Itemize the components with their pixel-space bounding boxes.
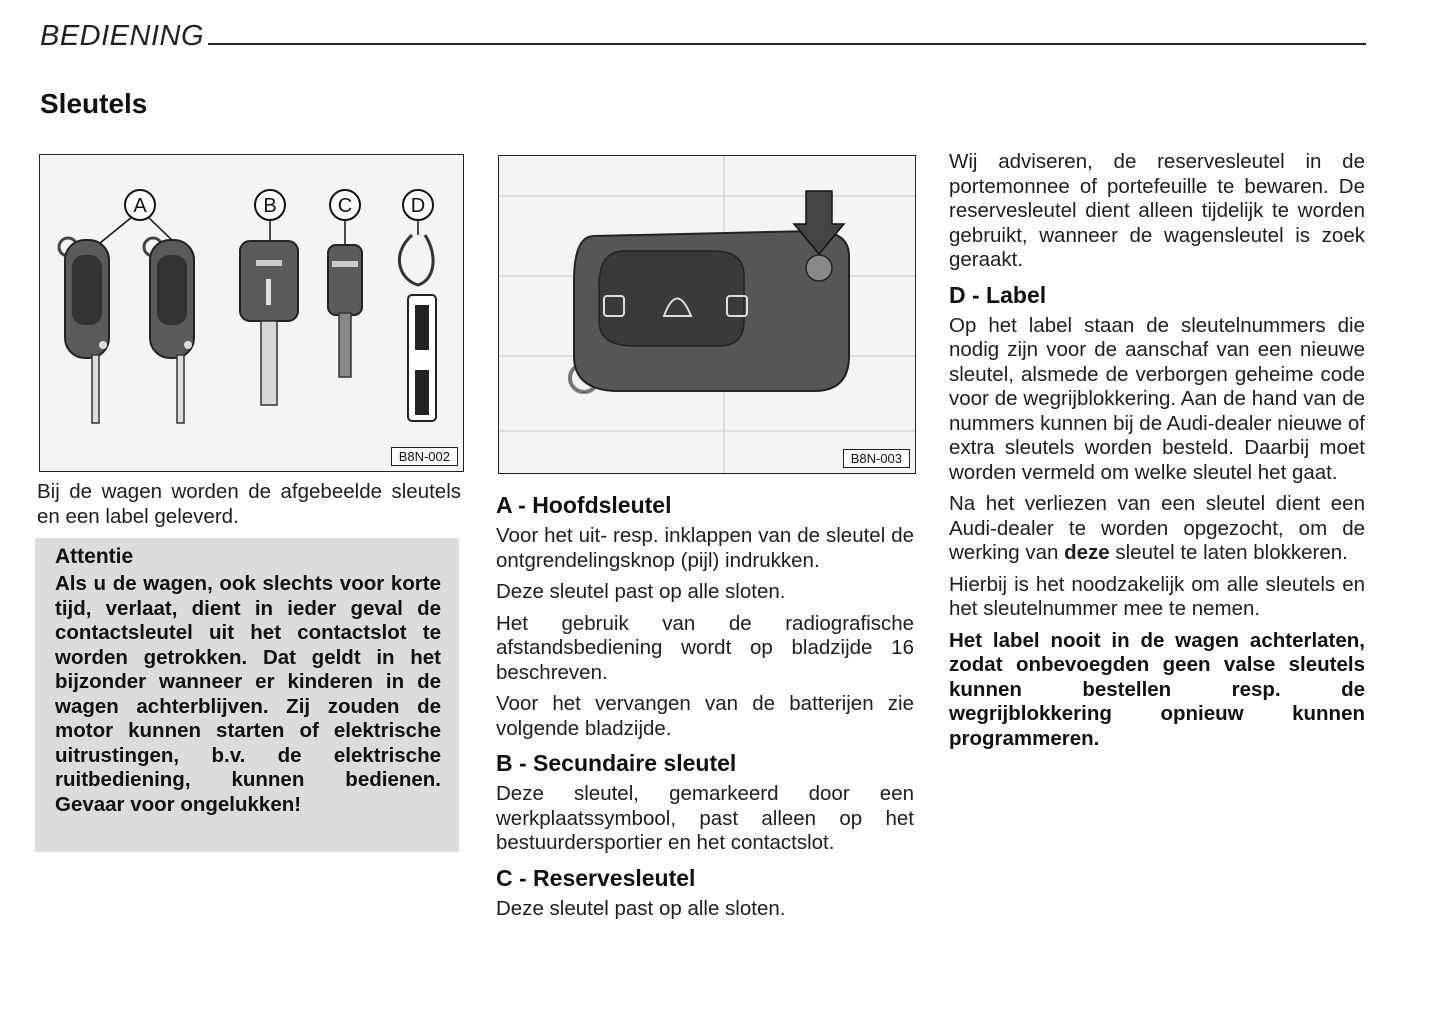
heading-hoofdsleutel: A - Hoofdsleutel: [496, 492, 672, 518]
keys-illustration: [40, 155, 463, 471]
heading-secundaire-sleutel: B - Secundaire sleutel: [496, 750, 737, 776]
paragraph: Hierbij is het noodzakelijk om alle sleutels en het sleutelnummer mee te nemen.: [949, 572, 1365, 620]
heading-reservesleutel: C - Reservesleutel: [496, 864, 696, 891]
left-column: [37, 480, 461, 529]
label-warning: Het label nooit in de wagen achterlaten, zodat onbevoegden geen valse sleutels kunnen bestellen resp. de wegrijblokkering opnieuw kunnen programmeren.: [949, 628, 1365, 750]
callout-b: B: [263, 195, 277, 217]
paragraph: Deze sleutel, gemarkeerd door een werkplaatssymbool, past alleen op het bestuurdersportier en het contactslot.: [496, 782, 914, 854]
text-span: Na het verliezen van een sleutel dient een Audi-dealer te worden opgezocht, om de werking van: [949, 492, 1365, 564]
attention-box: [35, 538, 459, 852]
callout-c: C: [337, 195, 353, 217]
attention-heading: Attentie: [55, 545, 134, 568]
paragraph: Deze sleutel past op alle sloten.: [496, 580, 786, 603]
figure-code-left: B8N-002: [391, 447, 458, 466]
header-rule: [208, 43, 1366, 45]
keys-figure: [39, 154, 464, 472]
figure-code-middle: B8N-003: [843, 449, 910, 468]
paragraph: Het gebruik van de radiografische afstandsbediening wordt op bladzijde 16 beschreven.: [496, 611, 914, 684]
attention-text: Als u de wagen, ook slechts voor korte tijd, verlaat, dient in ieder geval de contactsleutel uit het contactslot te worden getrokken. Dat geldt in het bijzonder wanneer er kinderen in de wagen achterblijven. Zij zouden de motor kunnen starten of elektrische uitrustingen, b.v. de elektrische ruitbediening, kunnen bedienen. Gevaar voor ongelukken!: [55, 572, 441, 816]
figure-caption: Bij de wagen worden de afgebeelde sleutels en een label geleverd.: [37, 480, 461, 528]
paragraph: Voor het uit- resp. inklappen van de sleutel de ontgrendelingsknop (pijl) indrukken.: [496, 524, 914, 572]
callout-d: D: [410, 195, 426, 217]
master-key-illustration: [499, 156, 915, 473]
page-title: Sleutels: [40, 88, 148, 119]
emphasis-deze: deze: [1064, 541, 1110, 564]
middle-column: [496, 486, 914, 928]
text-span: sleutel te laten blokkeren.: [1109, 541, 1348, 564]
paragraph: Voor het vervangen van de batterijen zie volgende bladzijde.: [496, 692, 914, 740]
heading-label: D - Label: [949, 281, 1047, 308]
master-key-figure: [498, 155, 916, 474]
paragraph: Op het label staan de sleutelnummers die nodig zijn voor de aanschaf van een nieuwe sleutel, alsmede de verborgen geheime code voor de wegrijblokkering. Aan de hand van de nummers kunnen bij de Audi-dealer nieuwe of extra sleutels worden besteld. Daarbij moet worden vermeld om welke sleutel het gaat.: [949, 313, 1365, 484]
running-header: BEDIENING: [40, 20, 205, 52]
paragraph: Deze sleutel past op alle sloten.: [496, 896, 786, 920]
paragraph: Wij adviseren, de reservesleutel in de portemonnee of portefeuille te bewaren. De reservesleutel dient alleen tijdelijk te worden gebruikt, wanneer de wagensleutel is zoek geraakt.: [949, 150, 1365, 271]
paragraph: [949, 492, 1365, 566]
callout-a: A: [133, 195, 147, 217]
right-column: [949, 150, 1365, 758]
